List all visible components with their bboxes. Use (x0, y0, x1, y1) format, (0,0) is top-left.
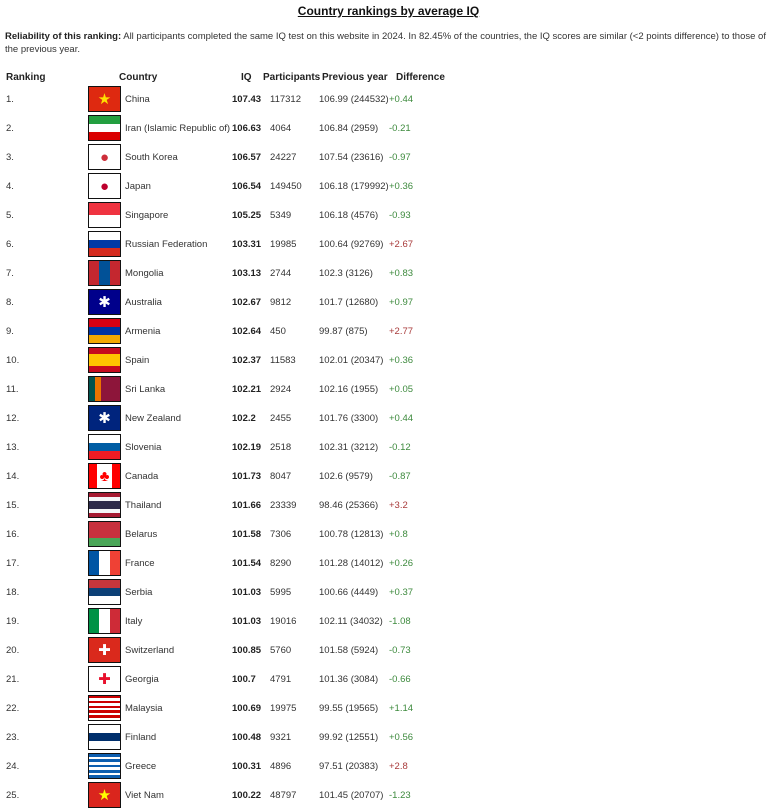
previous-year-cell: 102.3 (3126) (319, 268, 373, 279)
header-participants: Participants (263, 72, 321, 83)
participants-cell: 19985 (270, 239, 297, 250)
country-cell: Armenia (125, 326, 161, 337)
previous-year-cell: 101.36 (3084) (319, 674, 379, 685)
participants-cell: 4064 (270, 123, 292, 134)
flag-icon: ✚ (88, 637, 121, 663)
rank-cell: 17. (6, 558, 20, 569)
participants-cell: 7306 (270, 529, 292, 540)
rank-cell: 12. (6, 413, 20, 424)
participants-cell: 4896 (270, 761, 292, 772)
previous-year-cell: 99.92 (12551) (319, 732, 379, 743)
iq-cell: 105.25 (232, 210, 262, 221)
participants-cell: 9812 (270, 297, 292, 308)
rank-cell: 6. (6, 239, 14, 250)
flag-icon (88, 608, 121, 634)
country-cell: Iran (Islamic Republic of) (125, 123, 231, 134)
flag-icon: ● (88, 173, 121, 199)
table-row (0, 231, 777, 259)
table-row (0, 434, 777, 462)
rank-cell: 21. (6, 674, 20, 685)
flag-icon: ★ (88, 86, 121, 112)
country-cell: Russian Federation (125, 239, 208, 250)
header-country: Country (119, 72, 158, 83)
difference-cell: +0.8 (389, 529, 408, 540)
flag-icon (88, 115, 121, 141)
previous-year-cell: 100.66 (4449) (319, 587, 379, 598)
participants-cell: 450 (270, 326, 286, 337)
difference-cell: +3.2 (389, 500, 408, 511)
iq-cell: 102.64 (232, 326, 262, 337)
difference-cell: -0.66 (389, 674, 411, 685)
table-row (0, 550, 777, 578)
iq-cell: 100.22 (232, 790, 262, 801)
rank-cell: 20. (6, 645, 20, 656)
table-row (0, 608, 777, 636)
rank-cell: 8. (6, 297, 14, 308)
flag-icon (88, 753, 121, 779)
difference-cell: -0.73 (389, 645, 411, 656)
table-row (0, 782, 777, 810)
participants-cell: 8290 (270, 558, 292, 569)
country-cell: Georgia (125, 674, 159, 685)
flag-icon (88, 260, 121, 286)
participants-cell: 2744 (270, 268, 292, 279)
rank-cell: 25. (6, 790, 20, 801)
rank-cell: 9. (6, 326, 14, 337)
country-cell: China (125, 94, 150, 105)
difference-cell: -1.23 (389, 790, 411, 801)
flag-icon (88, 202, 121, 228)
participants-cell: 24227 (270, 152, 297, 163)
country-cell: Sri Lanka (125, 384, 166, 395)
participants-cell: 2518 (270, 442, 292, 453)
country-cell: South Korea (125, 152, 178, 163)
iq-cell: 100.48 (232, 732, 262, 743)
flag-icon: ★ (88, 782, 121, 808)
flag-icon: ● (88, 144, 121, 170)
country-cell: Singapore (125, 210, 169, 221)
previous-year-cell: 102.16 (1955) (319, 384, 379, 395)
rank-cell: 19. (6, 616, 20, 627)
header-ranking: Ranking (6, 72, 46, 83)
table-row (0, 579, 777, 607)
iq-cell: 100.85 (232, 645, 262, 656)
country-cell: Canada (125, 471, 159, 482)
participants-cell: 11583 (270, 355, 296, 366)
rank-cell: 18. (6, 587, 20, 598)
difference-cell: +0.37 (389, 587, 414, 598)
flag-icon (88, 695, 121, 721)
difference-cell: -1.08 (389, 616, 411, 627)
iq-cell: 102.19 (232, 442, 262, 453)
table-row (0, 260, 777, 288)
difference-cell: -0.21 (389, 123, 411, 134)
country-cell: Italy (125, 616, 143, 627)
difference-cell: +2.77 (389, 326, 414, 337)
previous-year-cell: 102.01 (20347) (319, 355, 384, 366)
country-cell: Switzerland (125, 645, 175, 656)
iq-cell: 101.66 (232, 500, 262, 511)
iq-cell: 102.67 (232, 297, 262, 308)
table-row (0, 637, 777, 665)
country-cell: New Zealand (125, 413, 181, 424)
participants-cell: 117312 (270, 94, 301, 105)
table-row (0, 144, 777, 172)
rank-cell: 15. (6, 500, 20, 511)
table-row (0, 521, 777, 549)
country-cell: Finland (125, 732, 157, 743)
previous-year-cell: 97.51 (20383) (319, 761, 379, 772)
table-row (0, 666, 777, 694)
participants-cell: 5760 (270, 645, 292, 656)
country-cell: Japan (125, 181, 151, 192)
table-row (0, 405, 777, 433)
difference-cell: +0.97 (389, 297, 414, 308)
rank-cell: 4. (6, 181, 14, 192)
iq-cell: 100.7 (232, 674, 256, 685)
flag-icon (88, 318, 121, 344)
iq-cell: 100.31 (232, 761, 262, 772)
iq-cell: 107.43 (232, 94, 262, 105)
header-previous-year: Previous year (322, 72, 388, 83)
previous-year-cell: 101.28 (14012) (319, 558, 384, 569)
difference-cell: +1.14 (389, 703, 414, 714)
previous-year-cell: 102.6 (9579) (319, 471, 373, 482)
table-row (0, 289, 777, 317)
previous-year-cell: 106.99 (244532) (319, 94, 389, 105)
rank-cell: 22. (6, 703, 20, 714)
previous-year-cell: 102.31 (3212) (319, 442, 379, 453)
table-row (0, 318, 777, 346)
rank-cell: 13. (6, 442, 20, 453)
iq-cell: 101.58 (232, 529, 262, 540)
country-cell: Thailand (125, 500, 162, 511)
rank-cell: 24. (6, 761, 20, 772)
flag-icon (88, 434, 121, 460)
previous-year-cell: 106.84 (2959) (319, 123, 379, 134)
country-cell: France (125, 558, 155, 569)
table-row (0, 173, 777, 201)
flag-icon (88, 347, 121, 373)
participants-cell: 23339 (270, 500, 297, 511)
difference-cell: +0.44 (389, 413, 414, 424)
rank-cell: 23. (6, 732, 20, 743)
table-row (0, 347, 777, 375)
difference-cell: +0.44 (389, 94, 414, 105)
header-difference: Difference (396, 72, 445, 83)
difference-cell: -0.93 (389, 210, 411, 221)
header-iq: IQ (241, 72, 252, 83)
table-row (0, 202, 777, 230)
table-row (0, 115, 777, 143)
table-row (0, 376, 777, 404)
reliability-note (5, 30, 775, 56)
previous-year-cell: 99.87 (875) (319, 326, 368, 337)
participants-cell: 149450 (270, 181, 302, 192)
previous-year-cell: 101.58 (5924) (319, 645, 379, 656)
iq-cell: 103.31 (232, 239, 262, 250)
previous-year-cell: 106.18 (4576) (319, 210, 379, 221)
difference-cell: +0.83 (389, 268, 414, 279)
flag-icon: ✚ (88, 666, 121, 692)
flag-icon (88, 579, 121, 605)
iq-cell: 106.54 (232, 181, 262, 192)
rank-cell: 2. (6, 123, 14, 134)
previous-year-cell: 101.7 (12680) (319, 297, 379, 308)
country-cell: Greece (125, 761, 157, 772)
rank-cell: 5. (6, 210, 14, 221)
country-cell: Mongolia (125, 268, 164, 279)
difference-cell: +2.67 (389, 239, 414, 250)
flag-icon: ✱ (88, 289, 121, 315)
table-row (0, 86, 777, 114)
iq-cell: 100.69 (232, 703, 262, 714)
previous-year-cell: 102.11 (34032) (319, 616, 383, 627)
rank-cell: 3. (6, 152, 14, 163)
iq-cell: 101.54 (232, 558, 262, 569)
rank-cell: 1. (6, 94, 14, 105)
participants-cell: 9321 (270, 732, 292, 743)
flag-icon: ♣ (88, 463, 121, 489)
participants-cell: 2924 (270, 384, 292, 395)
iq-cell: 103.13 (232, 268, 262, 279)
reliability-label: Reliability of this ranking: (5, 31, 122, 42)
flag-icon: ✱ (88, 405, 121, 431)
iq-cell: 101.03 (232, 587, 262, 598)
participants-cell: 5349 (270, 210, 292, 221)
previous-year-cell: 99.55 (19565) (319, 703, 379, 714)
flag-icon (88, 376, 121, 402)
flag-icon (88, 550, 121, 576)
table-row (0, 492, 777, 520)
iq-cell: 102.2 (232, 413, 256, 424)
rank-cell: 16. (6, 529, 20, 540)
participants-cell: 8047 (270, 471, 292, 482)
difference-cell: +0.05 (389, 384, 414, 395)
table-row (0, 724, 777, 752)
iq-cell: 101.73 (232, 471, 262, 482)
iq-cell: 106.57 (232, 152, 262, 163)
participants-cell: 48797 (270, 790, 297, 801)
participants-cell: 4791 (270, 674, 292, 685)
previous-year-cell: 100.78 (12813) (319, 529, 384, 540)
participants-cell: 5995 (270, 587, 292, 598)
table-row (0, 695, 777, 723)
difference-cell: +0.26 (389, 558, 414, 569)
participants-cell: 19975 (270, 703, 297, 714)
rank-cell: 11. (6, 384, 19, 395)
reliability-text: All participants completed the same IQ test on this website in 2024. In 82.45% of the countries, the IQ scores are similar (<2 points difference) to those of the previous year. (5, 31, 766, 55)
previous-year-cell: 101.45 (20707) (319, 790, 384, 801)
difference-cell: +0.56 (389, 732, 414, 743)
rank-cell: 10. (6, 355, 20, 366)
previous-year-cell: 101.76 (3300) (319, 413, 379, 424)
participants-cell: 2455 (270, 413, 292, 424)
rank-cell: 14. (6, 471, 20, 482)
difference-cell: +0.36 (389, 355, 414, 366)
country-cell: Spain (125, 355, 150, 366)
difference-cell: -0.12 (389, 442, 411, 453)
difference-cell: +0.36 (389, 181, 414, 192)
difference-cell: +2.8 (389, 761, 408, 772)
flag-icon (88, 492, 121, 518)
page-title: Country rankings by average IQ (297, 4, 480, 18)
flag-icon (88, 724, 121, 750)
country-cell: Malaysia (125, 703, 163, 714)
iq-cell: 102.37 (232, 355, 262, 366)
previous-year-cell: 107.54 (23616) (319, 152, 384, 163)
previous-year-cell: 100.64 (92769) (319, 239, 384, 250)
country-cell: Slovenia (125, 442, 162, 453)
iq-cell: 106.63 (232, 123, 262, 134)
difference-cell: -0.87 (389, 471, 411, 482)
table-row (0, 463, 777, 491)
table-row (0, 753, 777, 781)
rank-cell: 7. (6, 268, 14, 279)
previous-year-cell: 98.46 (25366) (319, 500, 379, 511)
participants-cell: 19016 (270, 616, 297, 627)
country-cell: Belarus (125, 529, 158, 540)
country-cell: Serbia (125, 587, 153, 598)
difference-cell: -0.97 (389, 152, 411, 163)
country-cell: Viet Nam (125, 790, 164, 801)
flag-icon (88, 231, 121, 257)
iq-cell: 101.03 (232, 616, 262, 627)
iq-cell: 102.21 (232, 384, 262, 395)
flag-icon (88, 521, 121, 547)
previous-year-cell: 106.18 (179992) (319, 181, 389, 192)
country-cell: Australia (125, 297, 162, 308)
